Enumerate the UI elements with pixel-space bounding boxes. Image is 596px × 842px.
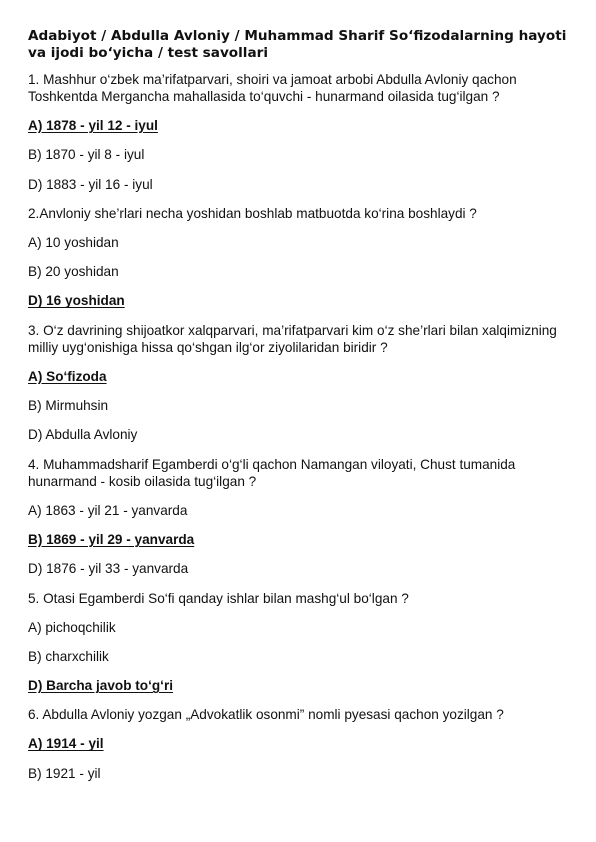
answer-option: B) Mirmuhsin (28, 398, 109, 414)
correct-answer-option: B) 1869 - yil 29 - yanvarda (28, 531, 195, 547)
question-text: 6. Abdulla Avloniy yozgan „Advokatlik osonmi” nomli pyesasi qachon yozilgan ? (28, 707, 504, 723)
document-page (28, 28, 576, 794)
question-block (28, 71, 576, 193)
correct-answer-option: D) Barcha javob to‘g‘ri (28, 678, 174, 694)
question-text: 2.Anvloniy she’rlari necha yoshidan boshlab matbuotda ko‘rina boshlaydi ? (28, 205, 477, 221)
question-block (28, 706, 576, 781)
answer-option: B) 1921 - yil (28, 765, 101, 781)
answer-option: A) pichoqchilik (28, 619, 116, 635)
question-block (28, 456, 576, 578)
correct-answer-option: A) 1914 - yil (28, 736, 104, 752)
question-block (28, 322, 576, 444)
answer-option: B) 20 yoshidan (28, 264, 119, 280)
answer-option: A) 10 yoshidan (28, 234, 119, 250)
correct-answer-option: A) So‘fizoda (28, 368, 107, 384)
correct-answer-option: D) 16 yoshidan (28, 293, 125, 309)
answer-option: D) 1883 - yil 16 - iyul (28, 176, 153, 192)
correct-answer-option: A) 1878 - yil 12 - iyul (28, 118, 158, 133)
question-block (28, 205, 576, 310)
answer-option: B) 1870 - yil 8 - iyul (28, 147, 145, 163)
answer-option: B) charxchilik (28, 648, 109, 664)
answer-option: A) 1863 - yil 21 - yanvarda (28, 502, 188, 518)
question-text: 5. Otasi Egamberdi So‘fi qanday ishlar bilan mashg‘ul bo‘lgan ? (28, 590, 409, 606)
question-text: 1. Mashhur o‘zbek ma’rifatparvari, shoiri va jamoat arbobi Abdulla Avloniy qachon Toshkentda Mergancha mahallasida to‘quvchi - hunarmand oilasida tug‘ilgan ? (28, 72, 517, 104)
question-text: 4. Muhammadsharif Egamberdi o‘g‘li qachon Namangan viloyati, Chust tumanida hunarmand - kosib oilasida tug‘ilgan ? (28, 456, 516, 489)
answer-option: D) Abdulla Avloniy (28, 427, 138, 443)
answer-option: D) 1876 - yil 33 - yanvarda (28, 561, 189, 577)
document-title: Adabiyot / Abdulla Avloniy / Muhammad Sharif So‘fizodalarning hayoti va ijodi bo‘yicha / test savollari (28, 28, 567, 61)
question-text: 3. O‘z davrining shijoatkor xalqparvari, ma’rifatparvari kim o‘z she’rlari bilan xalqimizning milliy uyg‘onishiga hissa qo‘shgan ilg‘or ziyolilaridan biridir ? (28, 322, 557, 355)
question-block (28, 590, 576, 695)
